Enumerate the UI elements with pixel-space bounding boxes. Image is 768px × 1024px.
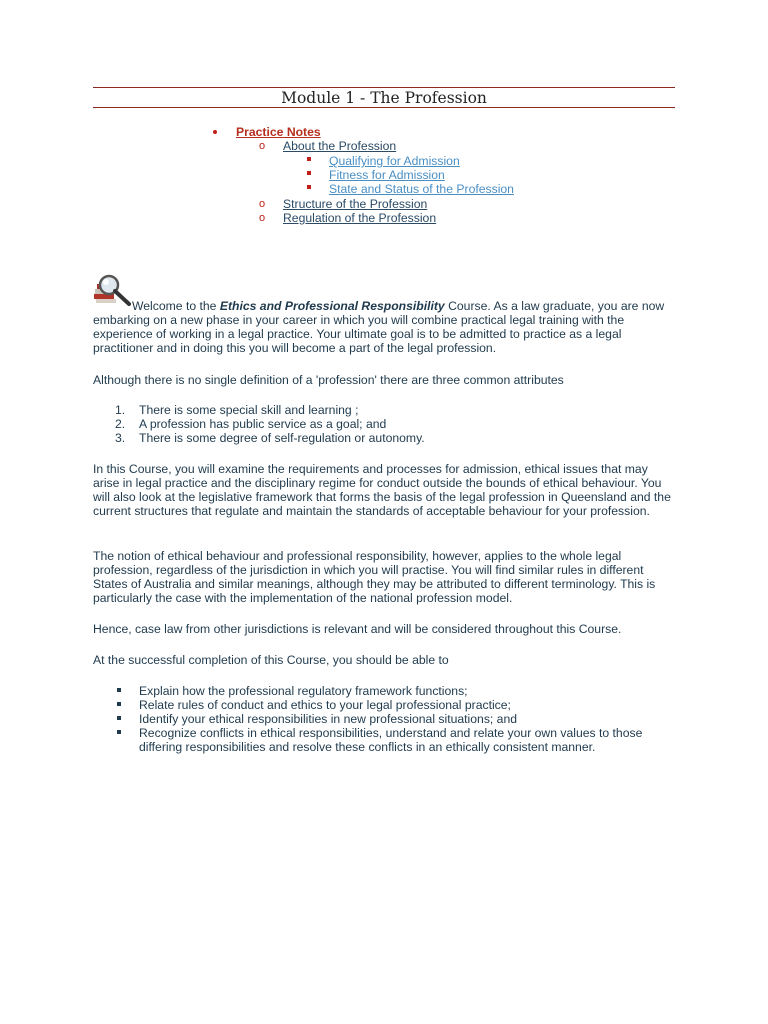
list-item: A profession has public service as a goal; and xyxy=(139,417,387,431)
bullet-dot-icon xyxy=(213,130,217,134)
title-top-rule xyxy=(93,87,675,88)
square-bullet-icon xyxy=(117,688,121,692)
square-bullet-icon xyxy=(307,157,311,161)
square-bullet-icon xyxy=(117,730,121,734)
notion-paragraph: The notion of ethical behaviour and professional responsibility, however, applies to the whole legal profession, regardless of the jurisdiction in which you will practise. You will find similar rules in different States of Australia and similar meanings, although they may be attributed to different terminology. This is particularly the case with the implementation of the national profession model. xyxy=(93,549,656,605)
list-number: 2. xyxy=(115,417,126,431)
toc-about-profession[interactable]: About the Profession xyxy=(283,139,397,153)
outcomes-intro: At the successful completion of this Course, you should be able to xyxy=(93,653,449,667)
list-number: 3. xyxy=(115,431,126,445)
attributes-intro: Although there is no single definition of a 'profession' there are three common attributes xyxy=(93,373,564,387)
square-bullet-icon xyxy=(307,185,311,189)
square-bullet-icon xyxy=(307,171,311,175)
list-item: Explain how the professional regulatory framework functions; xyxy=(139,684,468,698)
course-name: Ethics and Professional Responsibility xyxy=(219,299,445,313)
list-item: Recognize conflicts in ethical responsibilities, understand and relate your own values to those differing responsibilities and resolve these conflicts in an ethically consistent manner. xyxy=(139,726,643,754)
title-bottom-rule xyxy=(93,107,675,108)
hence-paragraph: Hence, case law from other jurisdictions is relevant and will be considered throughout this Course. xyxy=(93,622,622,636)
circle-bullet-icon: o xyxy=(259,198,266,210)
toc-practice-notes[interactable]: Practice Notes xyxy=(236,125,321,139)
toc-fitness[interactable]: Fitness for Admission xyxy=(329,168,445,182)
list-item: There is some degree of self-regulation or autonomy. xyxy=(139,431,425,445)
intro-welcome: Welcome to the xyxy=(132,299,220,313)
list-item: There is some special skill and learning ; xyxy=(139,403,359,417)
circle-bullet-icon: o xyxy=(259,212,266,224)
square-bullet-icon xyxy=(117,702,121,706)
list-item: Relate rules of conduct and ethics to your legal professional practice; xyxy=(139,698,511,712)
circle-bullet-icon: o xyxy=(259,140,266,152)
intro-paragraph xyxy=(93,299,677,355)
course-paragraph: In this Course, you will examine the requirements and processes for admission, ethical issues that may arise in legal practice and the disciplinary regime for conduct outside the bounds of ethical behaviour. You will also look at the legislative framework that forms the basis of the legal profession in Queensland and the current structures that regulate and maintain the standards of acceptable behaviour for your profession. xyxy=(93,462,671,518)
toc-qualifying[interactable]: Qualifying for Admission xyxy=(329,154,460,168)
intro-rest: Course. As a law graduate, you are now embarking on a new phase in your career in which you will combine practical legal training with the experience of working in a legal practice. Your ultimate goal is to be admitted to practice as a legal practitioner and in doing this you will become a part of the legal profession. xyxy=(93,299,665,355)
toc-regulation[interactable]: Regulation of the Profession xyxy=(283,211,437,225)
square-bullet-icon xyxy=(117,716,121,720)
list-number: 1. xyxy=(115,403,126,417)
toc-structure[interactable]: Structure of the Profession xyxy=(283,197,428,211)
page-title: Module 1 - The Profession xyxy=(281,89,487,107)
toc-state-status[interactable]: State and Status of the Profession xyxy=(329,182,514,196)
list-item: Identify your ethical responsibilities in new professional situations; and xyxy=(139,712,518,726)
